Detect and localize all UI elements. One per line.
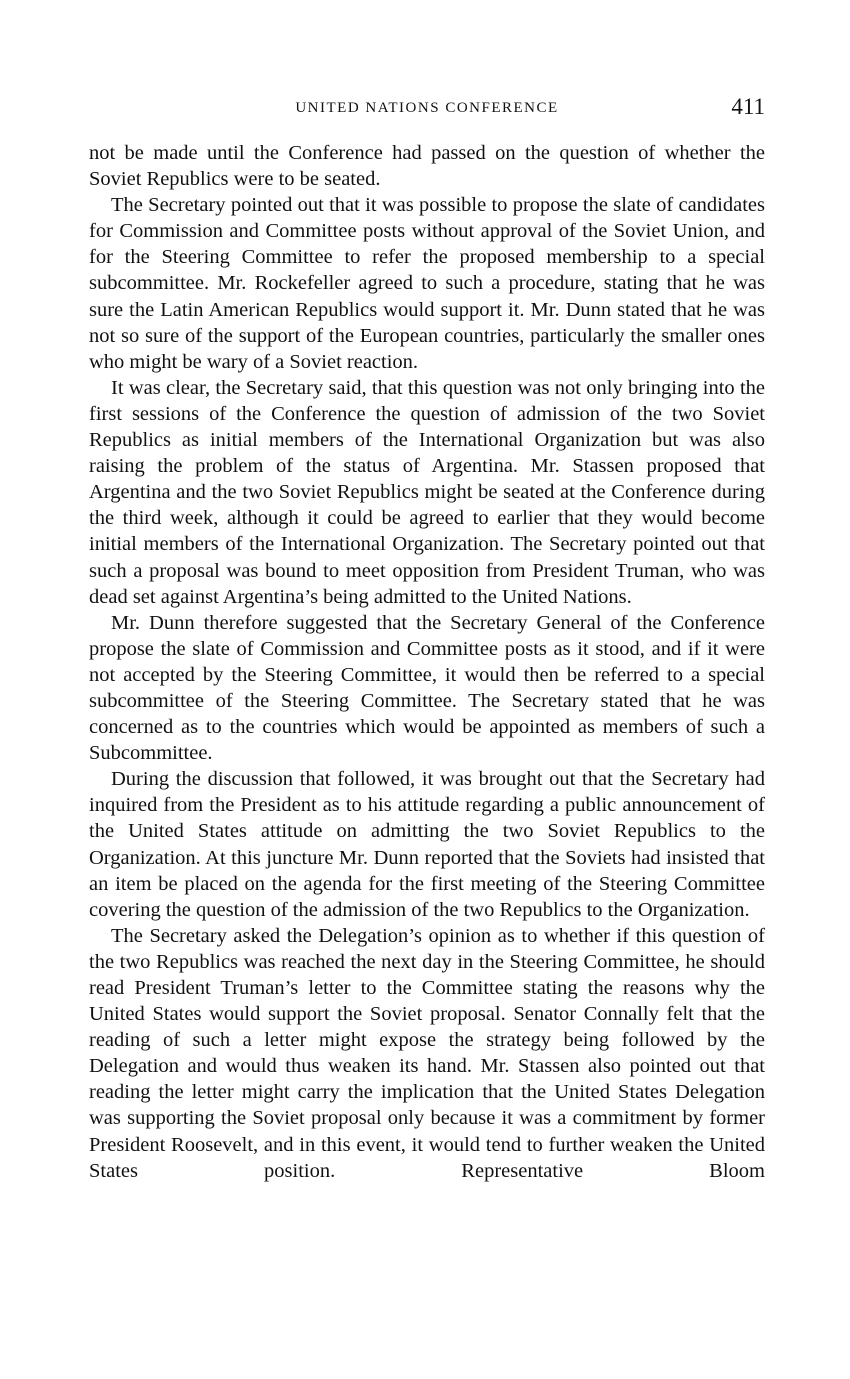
paragraph-truman-letter: The Secretary asked the Delegation’s opinion as to whether if this question of the two Republics was reached the next day in the Steering Committee, he should read President Truman’s letter to the Committee stating the reasons why the United States would support the Soviet proposal. Senator Connally felt that the reading of such a letter might expose the strategy being followed by the Delegation and would thus weaken its hand. Mr. Stassen also pointed out that reading the letter might carry the implication that the United States Delegation was supporting the Soviet proposal only because it was a commitment by former President Roosevelt, and in this event, it would tend to further weaken the United States position. Representative Bloom — [89, 924, 765, 1182]
paragraph-discussion: During the discussion that followed, it was brought out that the Secretary had inquired from the President as to his attitude regarding a public announcement of the United States attitude on admitting the two Soviet Republics to the Organization. At this juncture Mr. Dunn reported that the Soviets had insisted that an item be placed on the agenda for the first meeting of the Steering Committee covering the question of the admission of the two Republics to the Organization. — [89, 768, 765, 921]
running-title: UNITED NATIONS CONFERENCE — [295, 100, 559, 116]
body-text — [89, 140, 765, 1184]
paragraph-continuation: not be made until the Conference had passed on the question of whether the Soviet Republics were to be seated. — [89, 142, 765, 191]
page-number: 411 — [731, 94, 765, 119]
paragraph-slate-of-candidates: The Secretary pointed out that it was possible to propose the slate of candidates for Commission and Committee posts without approval of the Soviet Union, and for the Steering Committee to refer the proposed membership to a special subcommittee. Mr. Rockefeller agreed to such a procedure, stating that he was sure the Latin American Republics would support it. Mr. Dunn stated that he was not so sure of the support of the European countries, particularly the smaller ones who might be wary of a Soviet reaction. — [89, 194, 765, 373]
paragraph-argentina-status: It was clear, the Secretary said, that this question was not only bringing into the first sessions of the Conference the question of admission of the two Soviet Republics as initial members of the International Organization but was also raising the problem of the status of Argentina. Mr. Stassen proposed that Argentina and the two Soviet Republics might be seated at the Conference during the third week, although it could be agreed to earlier that they would become initial members of the International Organization. The Secretary pointed out that such a proposal was bound to meet opposition from President Truman, who was dead set against Argentina’s being admitted to the United Nations. — [89, 376, 765, 608]
running-header — [89, 94, 765, 124]
paragraph-dunn-suggestion: Mr. Dunn therefore suggested that the Secretary General of the Conference propose the slate of Commission and Committee posts as it stood, and if it were not accepted by the Steering Committee, it would then be referred to a special subcommittee of the Steering Committee. The Secretary stated that he was concerned as to the countries which would be appointed as members of such a Subcommittee. — [89, 611, 765, 765]
